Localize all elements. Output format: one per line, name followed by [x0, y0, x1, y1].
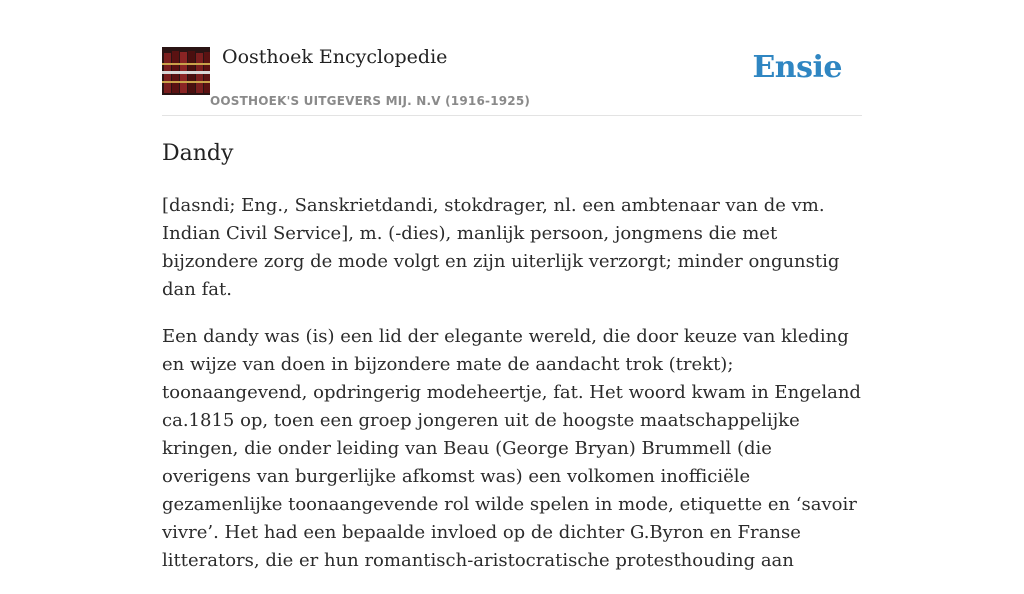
source-avatar[interactable]: [162, 47, 210, 95]
ensie-logo-link[interactable]: Ensie: [752, 50, 842, 85]
source-subtitle: OOSTHOEK'S UITGEVERS MIJ. N.V (1916-1925): [210, 94, 531, 108]
entry-title: Dandy: [162, 141, 234, 166]
source-header: [162, 0, 862, 116]
entry-paragraph-definition: [dasndi; Eng., Sanskrietdandi, stokdrager, nl. een ambtenaar van de vm. Indian Civil Service], m. (-dies), manlijk persoon, jongmens die met bijzondere zorg de mode volgt en zijn uiterlijk verzorgt; minder ongunstig dan fat.: [162, 195, 840, 300]
source-title-link[interactable]: Oosthoek Encyclopedie: [222, 46, 448, 68]
page-container: [162, 0, 862, 571]
entry-body: [162, 192, 862, 594]
entry-paragraph-description: Een dandy was (is) een lid der elegante wereld, die door keuze van kleding en wijze van doen in bijzondere mate de aandacht trok (trekt); toonaangevend, opdringerig modeheertje, fat. Het woord kwam in Engeland ca.1815 op, toen een groep jongeren uit de hoogste maatschappelijke kringen, die onder leiding van Beau (George Bryan) Brummell (die overigens van burgerlijke afkomst was) een volkomen inofficiële gezamenlijke toonaangevende rol wilde spelen in mode, etiquette en ‘savoir vivre’. Het had een bepaalde invloed op de dichter G.Byron en Franse litterators, die er hun romantisch-aristocratische protesthouding aan: [162, 326, 861, 571]
book-spines-icon: [162, 47, 210, 95]
